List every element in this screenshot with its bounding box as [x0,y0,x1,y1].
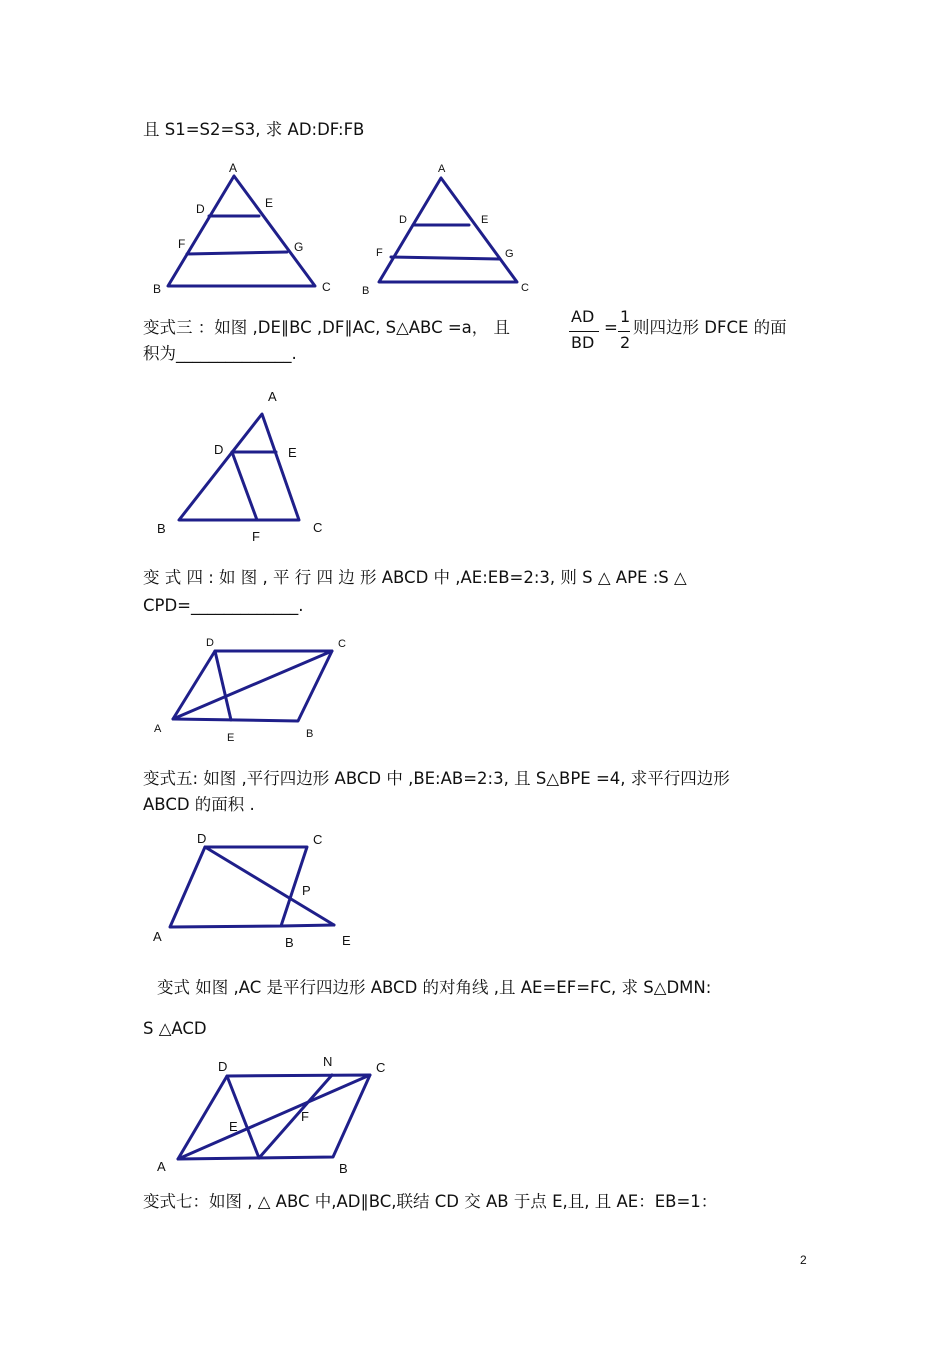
label-C: C [376,1060,386,1075]
text-line-variant5: 变式五: 如图 ,平行四边形 ABCD 中 ,BE:AB=2:3, 且 S△BPE =4, 求平行四边形 [143,769,730,788]
fraction-denominator: BD [571,333,595,352]
text-line-variant3-cont: 则四边形 DFCE 的面 [633,318,787,337]
label-A: A [154,723,162,735]
label-B: B [339,1161,348,1176]
page-number: 2 [800,1253,807,1267]
equals-sign: = [604,318,618,337]
text-line-variant7: 变式七：如图 , △ ABC 中,AD∥BC,联结 CD 交 AB 于点 E,且, 且 AE：EB=1： [143,1192,718,1211]
parallelogram-abcd-5 [170,847,307,927]
label-D: D [197,831,207,846]
label-E: E [265,196,274,210]
figure-triangle-3 [179,414,299,520]
fraction2-numerator: 1 [620,307,631,326]
label-B: B [306,728,314,740]
label-B: B [157,521,166,536]
label-G: G [505,248,514,260]
figure-triangle-1 [168,176,315,286]
segment-fg-1 [187,252,287,254]
text-line-variant6: 变式 如图 ,AC 是平行四边形 ABCD 的对角线 ,且 AE=EF=FC, 求 S△DMN: [157,978,712,997]
fraction2-denominator: 2 [620,333,631,352]
label-A: A [268,389,277,404]
extension-be-5 [281,925,334,926]
figure-5-labels [153,831,351,950]
text-line-variant4-b: CPD=_____________. [143,596,304,615]
figure-parallelogram-6 [178,1075,370,1159]
label-F: F [376,247,383,259]
label-C: C [322,280,331,294]
text-line-variant4: 变 式 四 : 如 图 , 平 行 四 边 形 ABCD 中 ,AE:EB=2:3, 则 S △ APE :S △ [143,568,687,587]
label-B: B [285,935,294,950]
label-E: E [342,933,351,948]
text-line-variant5-b: ABCD 的面积 . [143,795,255,814]
triangle-abc-1 [168,176,315,286]
label-D: D [206,637,214,649]
segment-d-to-ab-6 [227,1076,259,1158]
label-E: E [229,1119,238,1134]
text-line-1: 且 S1=S2=S3, 求 AD:DF:FB [143,120,365,139]
segment-fg-2 [391,257,499,259]
label-B: B [362,285,370,297]
label-C: C [338,638,346,650]
label-C: C [521,282,529,294]
label-D: D [399,214,407,226]
label-E: E [288,445,297,460]
label-F: F [252,529,260,544]
label-A: A [438,163,446,175]
label-E: E [227,732,235,744]
label-F: F [178,237,186,251]
text-line-variant3-b: 积为______________. [143,344,297,363]
diagonal-ac-6 [178,1075,370,1159]
label-C: C [313,832,323,847]
label-D: D [214,442,224,457]
label-P: P [302,883,311,898]
label-A: A [153,929,162,944]
label-C: C [313,520,323,535]
label-B: B [153,282,162,296]
segment-de-5 [205,847,334,925]
text-line-variant3: 变式三 ：如图 ,DE∥BC ,DF∥AC, S△ABC =a， 且 [143,318,511,337]
label-D: D [196,202,205,216]
segment-df-3 [232,452,257,520]
label-N: N [323,1054,333,1069]
triangle-abc-2 [379,178,517,282]
segment-de-4 [215,651,231,720]
label-E: E [481,214,489,226]
figure-1-labels [153,161,331,296]
fraction-numerator: AD [571,307,595,326]
diagonal-ac-4 [173,651,332,719]
label-A: A [229,161,238,175]
segment-m-to-n-6 [259,1075,332,1158]
figure-parallelogram-4 [173,651,332,721]
label-F: F [301,1109,309,1124]
label-A: A [157,1159,166,1174]
label-G: G [294,240,304,254]
label-D: D [218,1059,228,1074]
figure-4-labels [154,637,346,744]
text-line-variant6-b: S △ACD [143,1019,207,1038]
figure-triangle-2 [379,178,517,282]
